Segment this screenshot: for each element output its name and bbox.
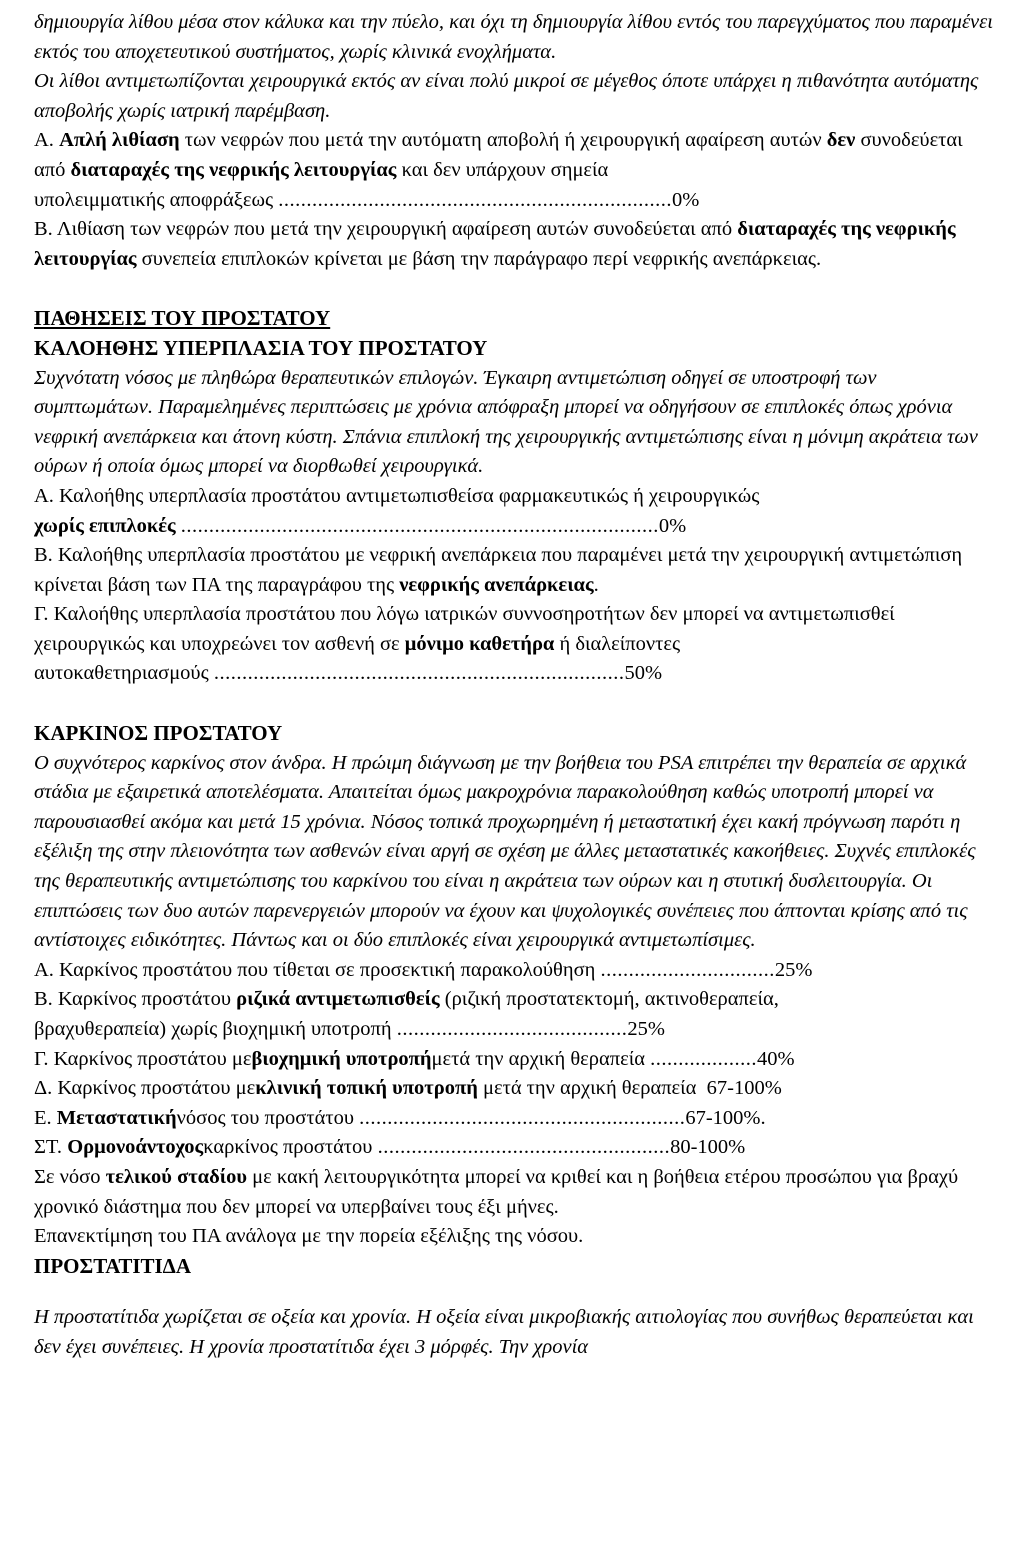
rating-percent: 50% — [624, 662, 663, 685]
bold-term: ριζικά αντιμετωπισθείς — [236, 988, 440, 1011]
stones-item-a — [34, 126, 994, 185]
item-text: με κακή λειτουργικότητα μπορεί να κριθεί και η βοήθεια ετέρου προσώπου για βραχύ χρονικό διάστημα που δεν μπορεί να υπερβαίνει τους έξι μήνες. — [34, 1165, 959, 1218]
item-text: (ριζική προστατεκτομή, ακτινοθεραπεία, — [439, 988, 779, 1011]
stones-item-a-rating — [34, 186, 994, 216]
bold-term: Μεταστατική — [56, 1106, 177, 1129]
leader-dots: ......................................................................... — [213, 662, 625, 685]
end-stage-paragraph — [34, 1163, 994, 1222]
bold-term: τελικού σταδίου — [105, 1165, 247, 1188]
bph-item-c-rating — [34, 659, 994, 689]
bold-term: χωρίς επιπλοκές — [34, 514, 176, 537]
leader-dots: ...................................................................... — [278, 188, 672, 211]
leader-dots: ................... — [650, 1047, 757, 1070]
cancer-description: Ο συχνότερος καρκίνος στον άνδρα. Η πρώιμη διάγνωση με την βοήθεια του PSA επιτρέπει την θεραπεία σε αρχικά στάδια με εξαιρετικά αποτελέσματα. Απαιτείται όμως μακροχρόνια παρακολούθηση καθώς υποτροπή μπορεί να παρουσιασθεί ακόμα και μετά 15 χρόνια. Νόσος τοπικά προχωρημένη ή μεταστατική έχει κακή πρόγνωση παρότι η εξέλιξη της στην πλειονότητα των ασθενών είναι αργή σε σχέση με άλλες μεταστατικές κακοήθειες. Συχνές επιπλοκές της θεραπευτικής αντιμετώπισης του καρκίνου του είναι η ακράτεια των ούρων και η στυτική δυσλειτουργία. Οι επιπτώσεις των δυο αυτών παρενεργειών μπορούν να έχουν και ψυχολογικές συνέπειες που άπτονται κρίσης από τις αντίστοιχες ειδικότητες. Πάντως και οι δύο επιπλοκές είναι χειρουργικά αντιμετωπίσιμες. — [34, 751, 976, 952]
item-text: Γ. Καλοήθης υπερπλασία προστάτου που λόγω ιατρικών συννοσηροτήτων δεν μπορεί να αντιμετωπισθεί χειρουργικώς και υποχρεώνει τον ασθενή σε — [34, 603, 895, 655]
reevaluation-note: Επανεκτίμηση του ΠΑ ανάλογα με την πορεία εξέλιξης της νόσου. — [34, 1225, 584, 1248]
item-text: Γ. Καρκίνος προστάτου με — [34, 1047, 252, 1070]
rating-percent: 67-100%. — [685, 1106, 766, 1129]
rating-percent: 25% — [774, 958, 813, 981]
bph-description: Συχνότατη νόσος με πληθώρα θεραπευτικών επιλογών. Έγκαιρη αντιμετώπιση οδηγεί σε υποστροφή των συμπτωμάτων. Παραμελημένες περιπτώσεις με χρόνια απόφραξη μπορεί να οδηγήσουν σε επιπλοκές όπως χρόνια νεφρική ανεπάρκεια και άτονη κύστη. Σπάνια επιπλοκή της χειρουργικής αντιμετώπισης είναι η μόνιμη ακράτεια των ούρων ή οποία όμως μπορεί να διορθωθεί χειρουργικά. — [34, 366, 978, 478]
bph-item-a: Α. Καλοήθης υπερπλασία προστάτου αντιμετωπισθείσα φαρμακευτικώς ή χειρουργικώς — [34, 484, 760, 507]
item-text: συνεπεία επιπλοκών κρίνεται με βάση την παράγραφο περί νεφρικής ανεπάρκειας. — [136, 247, 822, 270]
section-heading-prostate-cancer: ΚΑΡΚΙΝΟΣ ΠΡΟΣΤΑΤΟΥ — [34, 721, 283, 746]
item-text: . — [593, 573, 599, 596]
bold-term: Απλή λιθίαση — [59, 129, 180, 152]
stones-treatment-paragraph: Οι λίθοι αντιμετωπίζονται χειρουργικά εκτός αν είναι πολύ μικροί σε μέγεθος όποτε υπάρχει η πιθανότητα αυτόματης αποβολής χωρίς ιατρική παρέμβαση. — [34, 70, 979, 122]
section-heading-prostate-diseases: ΠΑΘΗΣΕΙΣ ΤΟΥ ΠΡΟΣΤΑΤΟΥ — [34, 306, 331, 331]
item-text: υπολειμματικής αποφράξεως — [34, 188, 274, 211]
cancer-item-st — [34, 1133, 994, 1163]
bold-term: Ορμονοάντοχος — [67, 1136, 204, 1159]
rating-percent: 25% — [627, 1018, 665, 1040]
section-heading-prostatitis: ΠΡΟΣΤΑΤΙΤΙΔΑ — [34, 1253, 192, 1278]
leader-dots: .......................................................... — [359, 1106, 686, 1129]
item-prefix: ΣΤ. — [34, 1136, 68, 1159]
rating-percent: 0% — [671, 188, 700, 211]
item-prefix: Α. — [34, 129, 60, 152]
bold-term: κλινική τοπική υποτροπή — [255, 1077, 478, 1100]
leader-dots: ..................................................................................... — [180, 514, 659, 537]
bold-term: μόνιμο καθετήρα — [404, 632, 555, 655]
item-text: συνοδεύεται από — [34, 129, 963, 181]
bph-item-b — [34, 541, 994, 600]
item-text: Σε νόσο — [34, 1165, 106, 1188]
bold-term: βιοχημική υποτροπή — [251, 1047, 432, 1070]
item-prefix: Ε. — [34, 1106, 57, 1129]
bold-term: δεν — [826, 129, 856, 152]
cancer-item-d — [34, 1074, 994, 1104]
prostatitis-description: Η προστατίτιδα χωρίζεται σε οξεία και χρονία. Η οξεία είναι μικροβιακής αιτιολογίας που συνήθως θεραπεύεται και δεν έχει συνέπειες. Η χρονία προστατίτιδα έχει 3 μόρφές. Την χρονία — [34, 1306, 974, 1358]
rating-percent: 80-100% — [670, 1136, 746, 1159]
item-text: των νεφρών που μετά την αυτόματη αποβολή ή χειρουργική αφαίρεση αυτών — [179, 129, 827, 152]
bph-item-c — [34, 600, 994, 659]
item-text: μετά την αρχική θεραπεία — [431, 1047, 645, 1070]
cancer-item-b-rating — [34, 1015, 994, 1045]
item-text: Δ. Καρκίνος προστάτου με — [34, 1077, 256, 1100]
stones-item-b — [34, 215, 994, 274]
item-text: αυτοκαθετηριασμούς — [34, 662, 209, 685]
item-text: ή διαλείποντες — [554, 632, 681, 655]
bph-item-a-rating — [34, 512, 994, 542]
bold-term: νεφρικής ανεπάρκειας — [399, 573, 594, 596]
item-text: νόσος του προστάτου — [176, 1106, 354, 1129]
rating-percent: 0% — [658, 514, 687, 537]
rating-percent: 40% — [756, 1047, 795, 1070]
leader-dots: ......................................... — [396, 1018, 628, 1040]
subsection-heading-bph: ΚΑΛΟΗΘΗΣ ΥΠΕΡΠΛΑΣΙΑ ΤΟΥ ΠΡΟΣΤΑΤΟΥ — [34, 335, 488, 360]
item-text: Β. Λιθίαση των νεφρών που μετά την χειρουργική αφαίρεση αυτών συνοδεύεται από — [34, 218, 738, 241]
leader-dots: .................................................... — [377, 1136, 671, 1159]
item-text: καρκίνος προστάτου — [203, 1136, 373, 1159]
leader-dots: ............................... — [600, 958, 775, 981]
bold-term: διαταραχές της νεφρικής λειτουργίας — [70, 158, 397, 181]
cancer-item-c — [34, 1045, 994, 1075]
document-page — [34, 8, 994, 1363]
item-text: Α. Καρκίνος προστάτου που τίθεται σε προσεκτική παρακολούθηση — [34, 958, 596, 981]
item-text: Β. Καρκίνος προστάτου — [34, 988, 237, 1011]
item-text: μετά την αρχική θεραπεία 67-100% — [477, 1077, 782, 1100]
item-text: βραχυθεραπεία) χωρίς βιοχημική υποτροπή — [34, 1018, 392, 1040]
bold-term: διαταραχές της νεφρικής λειτουργίας — [34, 218, 956, 270]
cancer-item-a — [34, 956, 994, 986]
intro-paragraph: δημιουργία λίθου μέσα στον κάλυκα και την πύελο, και όχι τη δημιουργία λίθου εντός του παρεγχύματος που παραμένει εκτός του αποχετευτικού συστήματος, χωρίς κλινικά ενοχλήματα. — [34, 11, 993, 63]
item-text: και δεν υπάρχουν σημεία — [396, 158, 609, 181]
cancer-item-b — [34, 985, 994, 1015]
cancer-item-e — [34, 1104, 994, 1134]
item-text: Β. Καλοήθης υπερπλασία προστάτου με νεφρική ανεπάρκεια που παραμένει μετά την χειρουργική αντιμετώπιση κρίνεται βάση των ΠΑ της παραγράφου της — [34, 544, 963, 596]
